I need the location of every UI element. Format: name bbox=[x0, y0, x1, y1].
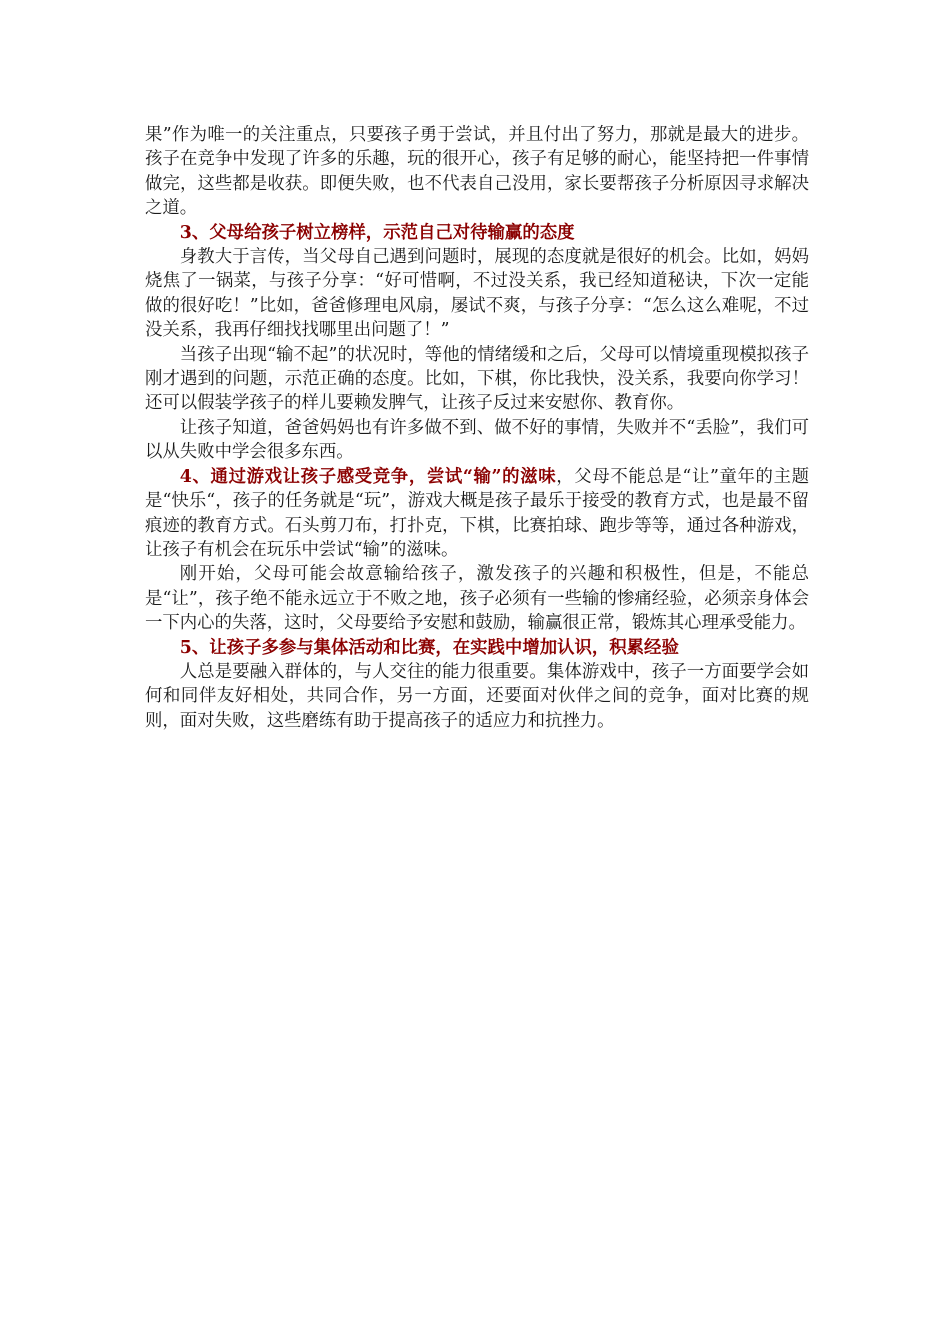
paragraph-continuation: 果”作为唯一的关注重点，只要孩子勇于尝试，并且付出了努力，那就是最大的进步。孩子在竞争中发现了许多的乐趣，玩的很开心，孩子有足够的耐心，能坚持把一件事情做完，这些都是收获。即便失败，也不代表自己没用，家长要帮孩子分析原因寻求解决之道。 bbox=[145, 125, 809, 219]
paragraph-group-activity: 人总是要融入群体的，与人交往的能力很重要。集体游戏中，孩子一方面要学会如何和同伴友好相处，共同合作，另一方面，还要面对伙伴之间的竞争，面对比赛的规则，面对失败，这些磨练有助于提高孩子的适应力和抗挫力。 bbox=[145, 661, 809, 731]
section-heading-3: 3、父母给孩子树立榜样，示范自己对待输赢的态度 bbox=[179, 222, 575, 243]
paragraph-let-lose: 刚开始，父母可能会故意输给孩子，激发孩子的兴趣和积极性，但是，不能总是“让”，孩子绝不能永远立于不败之地，孩子必须有一些输的惨痛经验，必须亲身体会一下内心的失落，这时，父母要给予安慰和鼓励，输赢很正常，锻炼其心理承受能力。 bbox=[145, 564, 809, 634]
paragraph-sore-loser: 当孩子出现“输不起”的状况时，等他的情绪缓和之后，父母可以情境重现模拟孩子刚才遇到的问题，示范正确的态度。比如，下棋，你比我快，没关系，我要向你学习！还可以假装学孩子的样儿要赖发脾气，让孩子反过来安慰你、教育你。 bbox=[145, 344, 809, 414]
paragraph-parents-fail: 让孩子知道，爸爸妈妈也有许多做不到、做不好的事情，失败并不“丢脸”，我们可以从失败中学会很多东西。 bbox=[145, 417, 809, 463]
paragraph-games-text: ，父母不能总是“让”童年的主题是“快乐“，孩子的任务就是“玩”，游戏大概是孩子最乐于接受的教育方式，也是最不留痕迹的教育方式。石头剪刀布，打扑克，下棋，比赛拍球、跑步等等，通过各种游戏，让孩子有机会在玩乐中尝试“输”的滋味。 bbox=[145, 466, 809, 560]
section-heading-4: 4、通过游戏让孩子感受竞争，尝试“输”的滋味 bbox=[179, 466, 557, 487]
document-body bbox=[145, 123, 809, 733]
section-heading-5: 5、让孩子多参与集体活动和比赛，在实践中增加认识，积累经验 bbox=[179, 637, 679, 658]
paragraph-games bbox=[145, 465, 809, 563]
paragraph-role-model: 身教大于言传，当父母自己遇到问题时，展现的态度就是很好的机会。比如，妈妈烧焦了一锅菜，与孩子分享：“好可惜啊，不过没关系，我已经知道秘诀，下次一定能做的很好吃！”比如，爸爸修理电风扇，屡试不爽，与孩子分享：“怎么这么难呢，不过没关系，我再仔细找找哪里出问题了！” bbox=[145, 247, 809, 341]
